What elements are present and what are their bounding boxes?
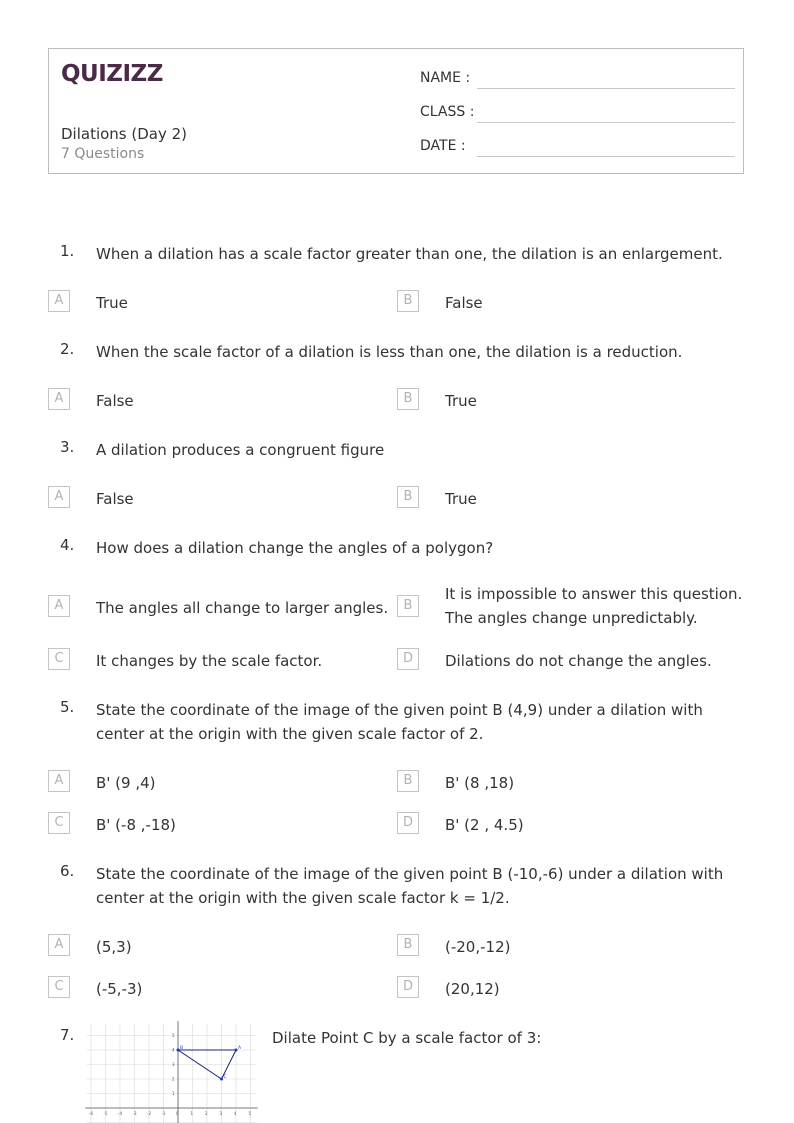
option-text: True — [445, 392, 477, 410]
x-tick-label: -1 — [161, 1111, 166, 1116]
option-letter-box: C — [48, 648, 70, 670]
question-count: 7 Questions — [61, 146, 145, 162]
date-field[interactable] — [420, 135, 735, 159]
q6-option-c[interactable] — [48, 976, 368, 1000]
option-letter-box: A — [48, 770, 70, 792]
point-label-a: A — [238, 1046, 242, 1051]
q5-option-b[interactable] — [397, 770, 737, 794]
q4-option-b[interactable] — [397, 585, 743, 627]
question-number: 6. — [60, 862, 75, 880]
option-text: (-5,-3) — [96, 980, 143, 998]
option-text: (5,3) — [96, 938, 132, 956]
option-letter-box: A — [48, 388, 70, 410]
option-text: (-20,-12) — [445, 938, 511, 956]
q4-option-a[interactable] — [48, 595, 393, 619]
option-letter-box: B — [397, 770, 419, 792]
q3-option-a[interactable] — [48, 486, 368, 510]
option-text: Dilations do not change the angles. — [445, 652, 712, 670]
x-tick-label: -2 — [147, 1111, 151, 1116]
point-label-b: B — [180, 1046, 184, 1051]
q2-option-a[interactable] — [48, 388, 368, 412]
option-text: It changes by the scale factor. — [96, 652, 323, 670]
option-text: The angles all change to larger angles. — [96, 599, 389, 617]
question-number: 3. — [60, 438, 75, 456]
option-letter-box: B — [397, 290, 419, 312]
option-letter-box: B — [397, 486, 419, 508]
q6-option-a[interactable] — [48, 934, 368, 958]
q1-option-a[interactable] — [48, 290, 368, 314]
question-text: A dilation produces a congruent figure — [96, 441, 385, 459]
option-letter-box: C — [48, 976, 70, 998]
question-text: State the coordinate of the image of the given point B (4,9) under a dilation with center at the origin with the given scale factor of 2. — [96, 701, 703, 743]
x-tick-label: -3 — [132, 1111, 137, 1116]
option-letter-box: D — [397, 812, 419, 834]
q4-option-d[interactable] — [397, 648, 742, 672]
question-text: Dilate Point C by a scale factor of 3: — [272, 1029, 542, 1047]
question-number: 4. — [60, 536, 75, 554]
x-tick-label: 0 — [176, 1111, 179, 1116]
option-text: B' (9 ,4) — [96, 774, 156, 792]
x-tick-label: -4 — [118, 1111, 122, 1116]
q1-option-b[interactable] — [397, 290, 737, 314]
q6-option-d[interactable] — [397, 976, 737, 1000]
x-tick-label: 4 — [234, 1111, 237, 1116]
option-text: False — [96, 392, 134, 410]
y-tick-label: 1 — [172, 1091, 175, 1096]
option-letter-box: A — [48, 595, 70, 617]
x-tick-label: 3 — [219, 1111, 223, 1116]
option-text: B' (-8 ,-18) — [96, 816, 176, 834]
option-letter-box: D — [397, 648, 419, 670]
class-field[interactable] — [420, 101, 735, 125]
question-text: When the scale factor of a dilation is less than one, the dilation is a reduction. — [96, 343, 683, 361]
class-label: CLASS : — [420, 104, 475, 120]
worksheet-title: Dilations (Day 2) — [61, 125, 188, 143]
q5-option-a[interactable] — [48, 770, 368, 794]
option-letter-box: A — [48, 290, 70, 312]
option-letter-box: A — [48, 934, 70, 956]
y-tick-label: 2 — [172, 1076, 175, 1082]
option-text: True — [445, 490, 477, 508]
class-line[interactable] — [477, 122, 735, 123]
date-line[interactable] — [477, 156, 735, 157]
question-number: 5. — [60, 698, 75, 716]
x-tick-label: 2 — [205, 1111, 208, 1116]
question-number: 2. — [60, 340, 75, 358]
q4-option-c[interactable] — [48, 648, 368, 672]
y-tick-label: 5 — [172, 1033, 175, 1038]
point-label-c: C — [223, 1075, 227, 1080]
option-text: False — [445, 294, 483, 312]
option-text: False — [96, 490, 134, 508]
quizizz-logo: QUIZIZZ — [61, 61, 163, 87]
q5-option-c[interactable] — [48, 812, 368, 836]
q3-option-b[interactable] — [397, 486, 737, 510]
x-tick-label: -6 — [89, 1111, 93, 1116]
question-text: State the coordinate of the image of the given point B (-10,-6) under a dilation with center at the origin with the given scale factor k = 1/2. — [96, 865, 724, 907]
option-letter-box: B — [397, 595, 419, 617]
y-tick-label: 3 — [172, 1062, 175, 1067]
question-number: 7. — [60, 1026, 75, 1044]
q6-option-b[interactable] — [397, 934, 737, 958]
option-text: It is impossible to answer this question. The angles change unpredictably. — [445, 585, 743, 627]
option-text: (20,12) — [445, 980, 500, 998]
x-tick-label: 5 — [248, 1111, 252, 1116]
question-number: 1. — [60, 242, 75, 260]
name-field[interactable] — [420, 67, 735, 91]
y-tick-label: 4 — [172, 1047, 175, 1053]
option-text: True — [96, 294, 128, 312]
option-text: B' (2 , 4.5) — [445, 816, 524, 834]
option-letter-box: D — [397, 976, 419, 998]
worksheet-header — [48, 48, 744, 174]
option-letter-box: A — [48, 486, 70, 508]
x-tick-label: 1 — [190, 1111, 194, 1116]
question-text: When a dilation has a scale factor greater than one, the dilation is an enlargement. — [96, 245, 723, 263]
coordinate-grid-graph — [89, 1023, 256, 1123]
date-label: DATE : — [420, 138, 466, 154]
option-letter-box: B — [397, 388, 419, 410]
x-tick-label: -5 — [103, 1111, 108, 1116]
q2-option-b[interactable] — [397, 388, 737, 412]
name-line[interactable] — [477, 88, 735, 89]
name-label: NAME : — [420, 70, 471, 86]
question-text: How does a dilation change the angles of a polygon? — [96, 539, 494, 557]
option-letter-box: C — [48, 812, 70, 834]
q5-option-d[interactable] — [397, 812, 737, 836]
option-letter-box: B — [397, 934, 419, 956]
option-text: B' (8 ,18) — [445, 774, 515, 792]
